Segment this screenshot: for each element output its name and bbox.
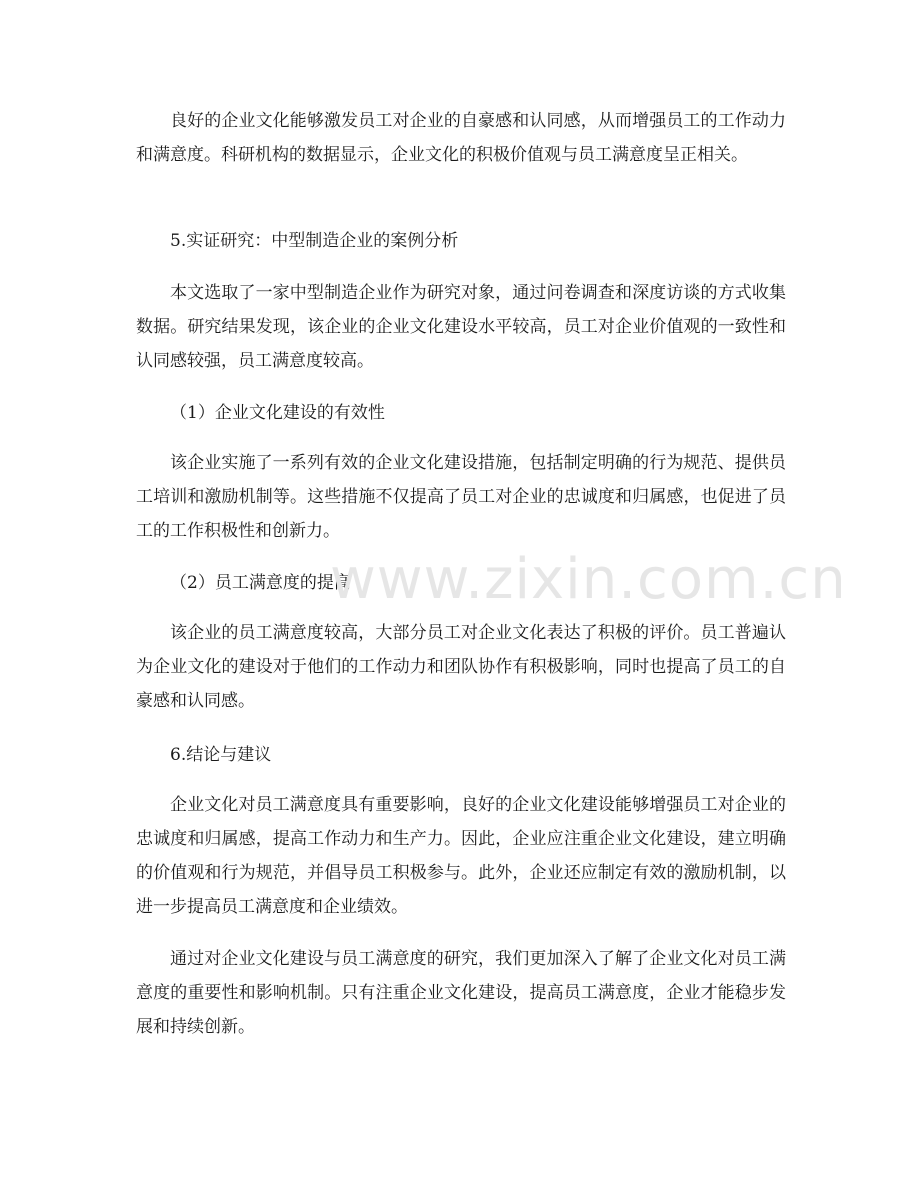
watermark-text: www.zixin.com.cn [330,547,847,612]
subheading-satisfaction: （2）员工满意度的提高 [170,573,351,593]
section-heading-6: 6.结论与建议 [170,745,272,765]
paragraph-case-study: 本文选取了一家中型制造企业作为研究对象，通过问卷调查和深度访谈的方式收集数据。研究结果发现，该企业的企业文化建设水平较高，员工对企业价值观的一致性和认同感较强，员工满意度较高。 [136,283,786,371]
subheading-effectiveness: （1）企业文化建设的有效性 [170,403,385,423]
section-heading-5: 5.实证研究：中型制造企业的案例分析 [170,231,459,251]
paragraph-satisfaction-results: 该企业的员工满意度较高，大部分员工对企业文化表达了积极的评价。员工普遍认为企业文化的建设对于他们的工作动力和团队协作有积极影响，同时也提高了员工的自豪感和认同感。 [136,623,786,711]
paragraph-culture-pride: 良好的企业文化能够激发员工对企业的自豪感和认同感，从而增强员工的工作动力和满意度。科研机构的数据显示，企业文化的积极价值观与员工满意度呈正相关。 [136,111,786,165]
paragraph-conclusion: 企业文化对员工满意度具有重要影响，良好的企业文化建设能够增强员工对企业的忠诚度和归属感，提高工作动力和生产力。因此，企业应注重企业文化建设，建立明确的价值观和行为规范，并倡导员工积极参与。此外，企业还应制定有效的激励机制，以进一步提高员工满意度和企业绩效。 [136,795,786,917]
paragraph-measures: 该企业实施了一系列有效的企业文化建设措施，包括制定明确的行为规范、提供员工培训和激励机制等。这些措施不仅提高了员工对企业的忠诚度和归属感，也促进了员工的工作积极性和创新力。 [136,453,786,541]
paragraph-summary: 通过对企业文化建设与员工满意度的研究，我们更加深入了解了企业文化对员工满意度的重要性和影响机制。只有注重企业文化建设，提高员工满意度，企业才能稳步发展和持续创新。 [136,949,786,1037]
